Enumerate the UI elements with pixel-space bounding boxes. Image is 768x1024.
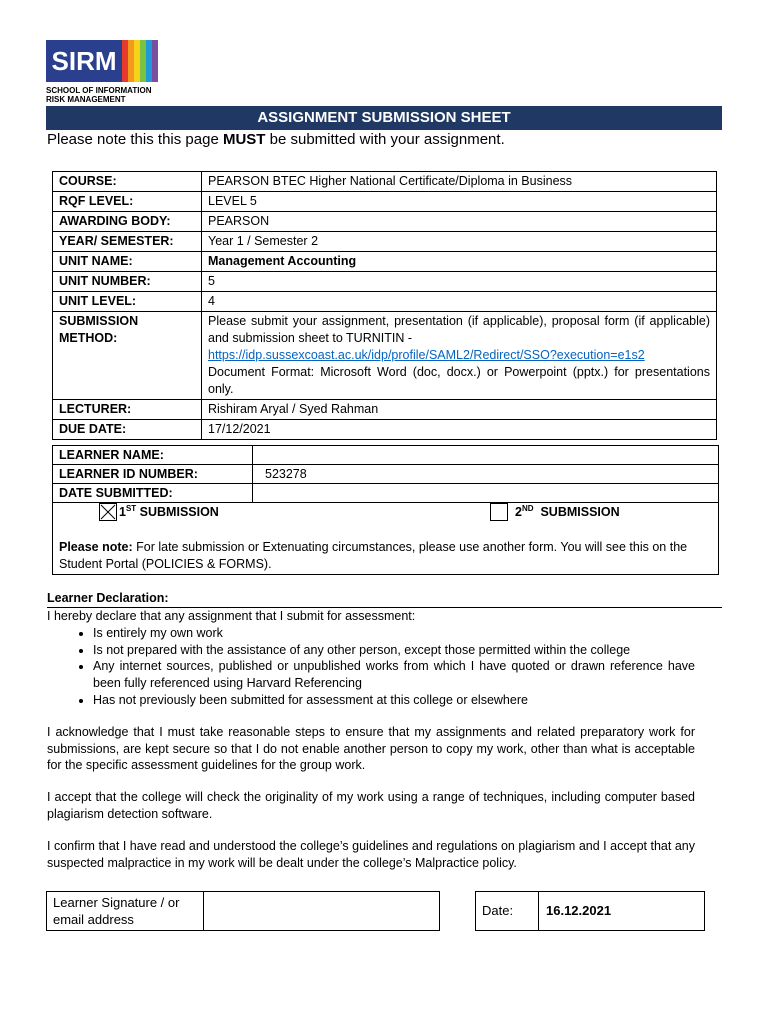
table-row: UNIT NUMBER: 5: [53, 272, 717, 292]
table-row: COURSE: PEARSON BTEC Higher National Certificate/Diploma in Business: [53, 172, 717, 192]
declaration-paragraph: I acknowledge that I must take reasonable steps to ensure that my assignments and related preparatory work for submissions, are kept secure so that I do not enable another person to copy my work, other than what is acceptable for the specific assessment guidelines for the group work.: [47, 724, 695, 773]
table-row: AWARDING BODY: PEARSON: [53, 212, 717, 232]
first-submission-checkbox[interactable]: [99, 503, 117, 521]
first-submission-label: 1ST SUBMISSION: [119, 504, 219, 520]
second-submission-checkbox[interactable]: [490, 503, 508, 521]
signature-box: [46, 891, 440, 931]
signature-field[interactable]: [209, 894, 429, 928]
table-row: DUE DATE: 17/12/2021: [53, 420, 717, 440]
submission-note: Please note this this page MUST be submitted with your assignment.: [47, 131, 505, 148]
checkbox-cross-icon: [100, 504, 116, 520]
list-item: • Is entirely my own work: [93, 625, 695, 642]
second-submission-label: 2ND SUBMISSION: [515, 504, 620, 520]
table-row: UNIT NAME: Management Accounting: [53, 252, 717, 272]
list-item: • Is not prepared with the assistance of any other person, except those permitted within the college: [93, 642, 695, 659]
list-item: • Has not previously been submitted for assessment at this college or elsewhere: [93, 692, 695, 709]
declaration-title: Learner Declaration:: [47, 591, 169, 605]
date-box: [475, 891, 705, 931]
logo-stripe-6: [152, 40, 158, 82]
learner-id-field[interactable]: 523278: [265, 467, 307, 481]
table-row: YEAR/ SEMESTER: Year 1 / Semester 2: [53, 232, 717, 252]
learner-name-field[interactable]: [259, 446, 265, 464]
page-title: ASSIGNMENT SUBMISSION SHEET: [46, 106, 722, 130]
signature-label: Learner Signature / or email address: [53, 895, 180, 927]
logo-subtitle: SCHOOL OF INFORMATION RISK MANAGEMENT: [46, 86, 152, 104]
learner-id-label: LEARNER ID NUMBER:: [59, 467, 198, 481]
table-row: UNIT LEVEL: 4: [53, 292, 717, 312]
declaration-paragraph: I accept that the college will check the originality of my work using a range of techniques, including computer based plagiarism detection software.: [47, 790, 695, 821]
submission-instructions: Please submit your assignment, presentation (if applicable), proposal form (if applicable) and submission sheet to TURNITIN -: [208, 314, 710, 345]
date-submitted-label: DATE SUBMITTED:: [59, 486, 173, 500]
table-row: LECTURER: Rishiram Aryal / Syed Rahman: [53, 400, 717, 420]
table-row: SUBMISSION METHOD: Please submit your assignment, presentation (if applicable), proposal form (if applicable) and submission sheet to TURNITIN - https://idp.sussexcoast.ac.uk/idp/profile/SAML2/Redirect/SSO?execution=e1s2 Document Format: Microsoft Word (doc, docx.) or Powerpoint (pptx.) for presentations only.: [53, 312, 717, 400]
learner-details-box: [52, 445, 719, 575]
document-format: Document Format: Microsoft Word (doc, docx.) or Powerpoint (pptx.) for presentations only.: [208, 365, 710, 396]
date-submitted-field[interactable]: [259, 484, 265, 502]
logo-text: SIRM: [46, 40, 122, 82]
date-field[interactable]: 16.12.2021: [546, 903, 612, 918]
date-label: Date:: [482, 903, 514, 918]
late-submission-note: Please note: For late submission or Extenuating circumstances, please use another form. You will see this on the Student Portal (POLICIES & FORMS).: [59, 540, 688, 571]
course-details-table: [52, 171, 717, 440]
sirm-logo: [46, 40, 156, 82]
declaration-list: [47, 625, 695, 709]
turnitin-link[interactable]: https://idp.sussexcoast.ac.uk/idp/profile/SAML2/Redirect/SSO?execution=e1s2: [208, 348, 645, 362]
table-row: RQF LEVEL: LEVEL 5: [53, 192, 717, 212]
learner-name-label: LEARNER NAME:: [59, 448, 164, 462]
list-item: • Any internet sources, published or unpublished works from which I have quoted or drawn reference have been fully referenced using Harvard Referencing: [93, 658, 695, 692]
declaration-paragraph: I confirm that I have read and understood the college’s guidelines and regulations on plagiarism and I accept that any suspected malpractice in my work will be dealt under the college’s Malpractice policy.: [47, 838, 695, 870]
declaration-body: I hereby declare that any assignment that I submit for assessment: • Is entirely my own work • Is not prepared with the assistance of any other person, except those permitted within the college • Any internet sources, published or unpublished works from which I have quoted or drawn reference have been fully referenced using Harvard Referencing • Has not previously been submitted for assessment at this college or elsewhere I acknowledge that I must take reasonable steps to ensure that my assignments and related preparatory work for submissions, are kept secure so that I do not enable another person to copy my work, other than what is acceptable for the specific assessment guidelines for the group work. I accept that the college will check the originality of my work using a range of techniques, including computer based plagiarism detection software. I confirm that I have read and understood the college’s guidelines and regulations on plagiarism and I accept that any suspected malpractice in my work will be dealt under the college’s Malpractice policy.: [47, 608, 695, 871]
